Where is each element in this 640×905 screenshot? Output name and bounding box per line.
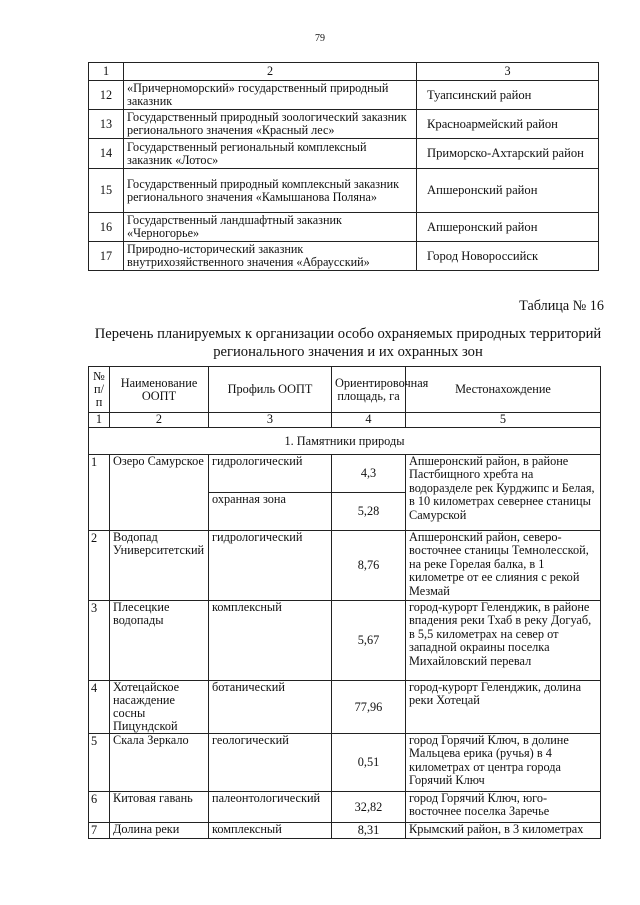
site-profile: ботанический: [209, 681, 332, 734]
header-cell: 3: [417, 63, 599, 81]
site-area: 8,31: [332, 823, 406, 839]
table-row: [89, 139, 599, 169]
site-name: Хотецайское насаждение сосны Пицундской: [110, 681, 209, 734]
row-number: 14: [89, 139, 124, 169]
reserve-name: Государственный природный комплексный заказник регионального значения «Камышанова Поляна»: [124, 169, 417, 213]
row-number: 15: [89, 169, 124, 213]
site-area: 32,82: [332, 792, 406, 823]
table-row: [89, 792, 601, 823]
site-name: Плесецкие водопады: [110, 601, 209, 681]
site-profile: палеонтологический: [209, 792, 332, 823]
column-number: 5: [406, 413, 601, 428]
section-row: [89, 428, 601, 455]
table-row: [89, 681, 601, 734]
header-name: Наименование ООПТ: [110, 367, 209, 413]
site-location: Апшеронский район, северо-восточнее станицы Темнолесской, на реке Горелая балка, в 1 километре от ее слияния с рекой Мезмай: [406, 531, 601, 601]
table-row: [89, 110, 599, 139]
table-title: Перечень планируемых к организации особо охраняемых природных территорий регионального значения и их охранных зон: [94, 326, 602, 360]
site-name: Долина реки: [110, 823, 209, 839]
header-cell: 1: [89, 63, 124, 81]
reserve-name: Природно-исторический заказник внутрихозяйственного значения «Абраусский»: [124, 242, 417, 271]
reserve-district: Город Новороссийск: [417, 242, 599, 271]
reserve-name: Государственный природный зоологический заказник регионального значения «Красный лес»: [124, 110, 417, 139]
zone-profile: охранная зона: [209, 493, 332, 531]
reserve-district: Приморско-Ахтарский район: [417, 139, 599, 169]
site-name: Китовая гавань: [110, 792, 209, 823]
section-title: 1. Памятники природы: [89, 428, 601, 455]
reserve-district: Апшеронский район: [417, 169, 599, 213]
site-location: город Горячий Ключ, юго-восточнее поселка Заречье: [406, 792, 601, 823]
site-name: Озеро Самурское: [110, 455, 209, 531]
site-profile: геологический: [209, 734, 332, 792]
header-cell: 2: [124, 63, 417, 81]
site-location: Крымский район, в 3 километрах: [406, 823, 601, 839]
reserve-name: Государственный региональный комплексный заказник «Лотос»: [124, 139, 417, 169]
row-number: 16: [89, 213, 124, 242]
row-number: 13: [89, 110, 124, 139]
column-number: 3: [209, 413, 332, 428]
table-row: [89, 455, 601, 493]
site-profile: комплексный: [209, 823, 332, 839]
header-location: Местонахождение: [406, 367, 601, 413]
site-location: город-курорт Геленджик, в районе впадения реки Тхаб в реку Догуаб, в 5,5 километрах на север от западной окраины поселка Михайловский перевал: [406, 601, 601, 681]
page-number: 79: [315, 33, 325, 44]
table-row: [89, 81, 599, 110]
site-area: 4,3: [332, 455, 406, 493]
row-number: 3: [89, 601, 110, 681]
column-number: 1: [89, 413, 110, 428]
site-area: 8,76: [332, 531, 406, 601]
column-number: 4: [332, 413, 406, 428]
row-number: 1: [89, 455, 110, 531]
reserve-district: Красноармейский район: [417, 110, 599, 139]
row-number: 4: [89, 681, 110, 734]
row-number: 2: [89, 531, 110, 601]
table-caption: Таблица № 16: [519, 298, 604, 314]
row-number: 7: [89, 823, 110, 839]
zone-area: 5,28: [332, 493, 406, 531]
site-name: Скала Зеркало: [110, 734, 209, 792]
row-number: 17: [89, 242, 124, 271]
site-location: город Горячий Ключ, в долине Мальцева ерика (ручья) в 4 километрах от центра города Горячий Ключ: [406, 734, 601, 792]
column-numbers-row: [89, 413, 601, 428]
site-area: 0,51: [332, 734, 406, 792]
header-area: Ориентировочная площадь, га: [332, 367, 406, 413]
site-name: Водопад Университетский: [110, 531, 209, 601]
site-profile: гидрологический: [209, 531, 332, 601]
row-number: 5: [89, 734, 110, 792]
row-number: 6: [89, 792, 110, 823]
table-row: [89, 601, 601, 681]
reserve-name: Государственный ландшафтный заказник «Черногорье»: [124, 213, 417, 242]
row-number: 12: [89, 81, 124, 110]
table-header-row: [89, 63, 599, 81]
header-num: № п/п: [89, 367, 110, 413]
table-row: [89, 531, 601, 601]
planned-areas-table: [88, 366, 601, 839]
reserve-name: «Причерноморский» государственный природный заказник: [124, 81, 417, 110]
site-area: 5,67: [332, 601, 406, 681]
reserves-table: [88, 62, 599, 271]
table-header-row: [89, 367, 601, 413]
table-row: [89, 823, 601, 839]
site-location: Апшеронский район, в районе Пастбищного хребта на водоразделе рек Курджипс и Белая, в 10 километрах севернее станицы Самурской: [406, 455, 601, 531]
header-profile: Профиль ООПТ: [209, 367, 332, 413]
table-row: [89, 213, 599, 242]
table-row: [89, 734, 601, 792]
reserve-district: Апшеронский район: [417, 213, 599, 242]
site-location: город-курорт Геленджик, долина реки Хотецай: [406, 681, 601, 734]
site-profile: комплексный: [209, 601, 332, 681]
table-row: [89, 169, 599, 213]
reserve-district: Туапсинский район: [417, 81, 599, 110]
site-area: 77,96: [332, 681, 406, 734]
table-row: [89, 242, 599, 271]
site-profile: гидрологический: [209, 455, 332, 493]
column-number: 2: [110, 413, 209, 428]
